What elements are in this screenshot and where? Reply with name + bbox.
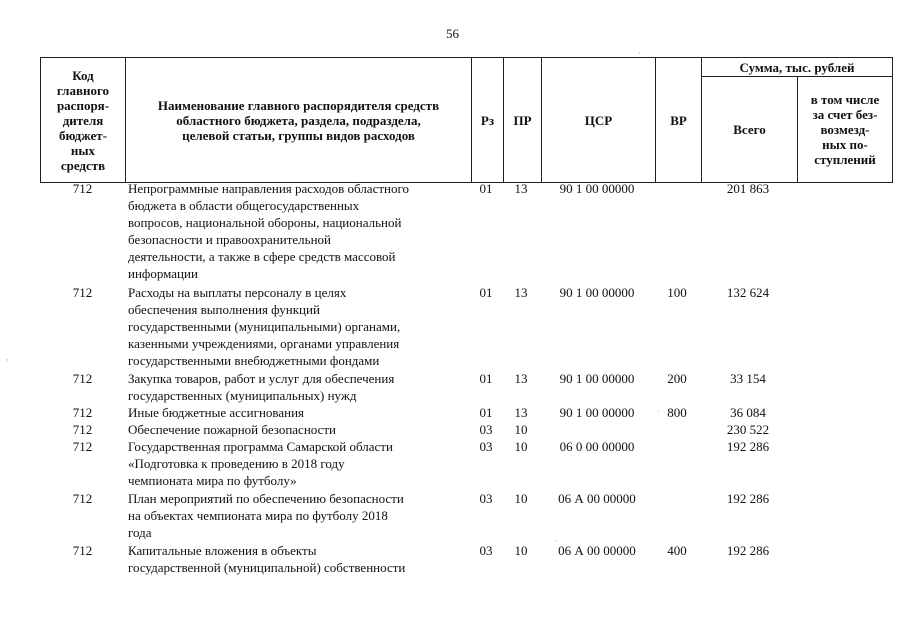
row-code: 712 <box>72 405 93 420</box>
row-pr: 10 <box>514 543 528 558</box>
row-vr: 100 <box>667 285 687 300</box>
row-name-line: чемпионата мира по футболу» <box>128 473 297 488</box>
row-csr: 06 0 00 00000 <box>559 439 635 454</box>
row-rz: 01 <box>479 405 493 420</box>
header-name: Наименование главного распорядителя средств областного бюджета, раздела, подраздела, целевой статьи, группы видов расходов <box>126 58 472 183</box>
row-code: 712 <box>72 422 93 437</box>
row-rz: 03 <box>479 422 493 437</box>
row-vr: 400 <box>667 543 687 558</box>
row-name-line: на объектах чемпионата мира по футболу 2018 <box>128 508 388 523</box>
row-total: 192 286 <box>726 543 770 558</box>
row-rz: 03 <box>479 439 493 454</box>
row-rz: 01 <box>479 181 493 196</box>
row-name-line: государственными внебюджетными фондами <box>128 353 380 368</box>
row-rz: 01 <box>479 285 493 300</box>
header-code: Код главного распоря- дителя бюджет- ных средств <box>41 58 126 183</box>
header-incl: в том числе за счет без- возмезд- ных по- ступлений <box>798 77 893 183</box>
row-name-line: безопасности и правоохранительной <box>128 232 331 247</box>
row-total: 201 863 <box>726 181 770 196</box>
row-total: 36 084 <box>730 405 766 420</box>
row-name-line: Обеспечение пожарной безопасности <box>128 422 337 437</box>
row-name-line: Непрограммные направления расходов областного <box>128 181 409 196</box>
row-total: 132 624 <box>726 285 770 300</box>
header-csr: ЦСР <box>542 58 656 183</box>
row-code: 712 <box>72 181 93 196</box>
row-pr: 13 <box>514 371 528 386</box>
row-total: 230 522 <box>726 422 770 437</box>
row-name-line: План мероприятий по обеспечению безопасности <box>128 491 404 506</box>
row-total: 192 286 <box>726 439 770 454</box>
row-vr: 200 <box>667 371 687 386</box>
row-name-line: «Подготовка к проведению в 2018 году <box>128 456 345 471</box>
row-csr: 90 1 00 00000 <box>559 285 635 300</box>
header-vr: ВР <box>656 58 702 183</box>
row-name <box>128 542 468 576</box>
row-pr: 13 <box>514 181 528 196</box>
row-csr: 06 А 00 00000 <box>558 543 636 558</box>
row-name-line: Иные бюджетные ассигнования <box>128 405 305 420</box>
row-code: 712 <box>72 371 93 386</box>
row-pr: 10 <box>514 439 528 454</box>
row-csr: 90 1 00 00000 <box>559 405 635 420</box>
header-pr: ПР <box>504 58 542 183</box>
row-total: 192 286 <box>726 491 770 506</box>
row-rz: 03 <box>479 491 493 506</box>
row-name <box>128 404 468 421</box>
row-name-line: государственной (муниципальной) собственности <box>128 560 406 575</box>
row-name-line: Расходы на выплаты персоналу в целях <box>128 285 347 300</box>
row-rz: 01 <box>479 371 493 386</box>
row-name <box>128 180 468 282</box>
row-pr: 13 <box>514 405 528 420</box>
row-csr: 90 1 00 00000 <box>559 181 635 196</box>
row-name-line: вопросов, национальной обороны, национальной <box>128 215 402 230</box>
row-code: 712 <box>72 439 93 454</box>
row-csr: 06 А 00 00000 <box>558 491 636 506</box>
row-name-line: деятельности, а также в сфере средств массовой <box>128 249 396 264</box>
row-total: 33 154 <box>730 371 766 386</box>
header-total: Всего <box>702 77 798 183</box>
row-rz: 03 <box>479 543 493 558</box>
row-name-line: государственными (муниципальными) органами, <box>128 319 401 334</box>
row-name-line: Государственная программа Самарской области <box>128 439 393 454</box>
header-rz: Рз <box>472 58 504 183</box>
row-pr: 10 <box>514 491 528 506</box>
row-name-line: казенными учреждениями, органами управления <box>128 336 400 351</box>
row-name <box>128 421 468 438</box>
row-pr: 10 <box>514 422 528 437</box>
row-name-line: Капитальные вложения в объекты <box>128 543 317 558</box>
row-vr: 800 <box>667 405 687 420</box>
row-name-line: Закупка товаров, работ и услуг для обеспечения <box>128 371 395 386</box>
row-name-line: бюджета в области общегосударственных <box>128 198 360 213</box>
row-csr: 90 1 00 00000 <box>559 371 635 386</box>
row-name-line: информации <box>128 266 198 281</box>
row-name-line: обеспечения выполнения функций <box>128 302 320 317</box>
row-code: 712 <box>72 543 93 558</box>
header-sum: Сумма, тыс. рублей <box>702 58 893 77</box>
page-number: 56 <box>446 26 459 41</box>
row-name-line: года <box>128 525 152 540</box>
row-name-line: государственных (муниципальных) нужд <box>128 388 357 403</box>
row-name <box>128 284 468 369</box>
row-name <box>128 438 468 489</box>
row-code: 712 <box>72 491 93 506</box>
row-name <box>128 490 468 541</box>
row-pr: 13 <box>514 285 528 300</box>
table-header <box>40 57 893 183</box>
row-code: 712 <box>72 285 93 300</box>
row-name <box>128 370 468 404</box>
